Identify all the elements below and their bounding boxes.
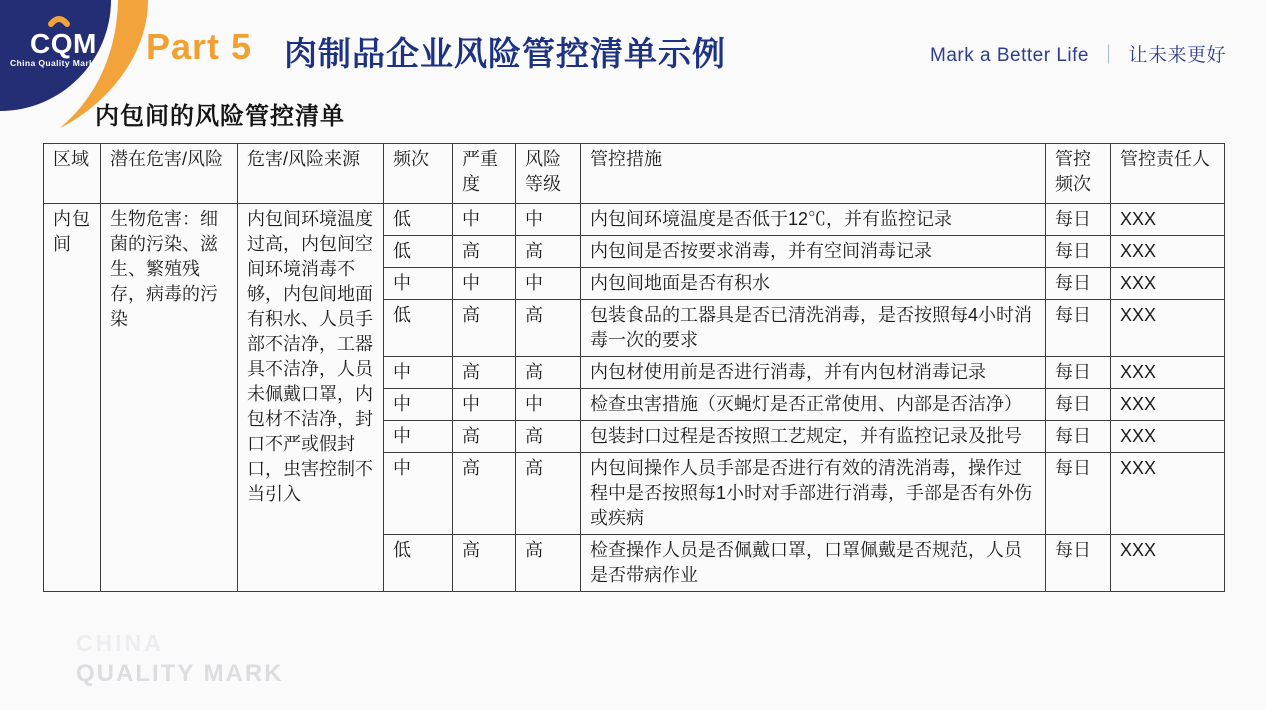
cell-severity: 高	[453, 236, 516, 268]
table-subtitle: 内包间的风险管控清单	[95, 104, 345, 130]
cell-measure: 检查虫害措施（灭蝇灯是否正常使用、内部是否洁净）	[581, 389, 1046, 421]
cell-severity: 中	[453, 204, 516, 236]
table-row	[44, 204, 1225, 236]
cell-risk-level: 高	[516, 300, 581, 357]
cell-ctrl-owner: XXX	[1111, 204, 1225, 236]
header-risk-level: 风险等级	[516, 144, 581, 204]
cell-frequency: 中	[384, 421, 453, 453]
cell-frequency: 中	[384, 268, 453, 300]
header-ctrl-owner: 管控责任人	[1111, 144, 1225, 204]
cell-ctrl-frequency: 每日	[1046, 300, 1111, 357]
cell-ctrl-owner: XXX	[1111, 357, 1225, 389]
cell-source: 内包间环境温度过高，内包间空间环境消毒不够，内包间地面有积水、人员手部不洁净，工器具不洁净，人员未佩戴口罩，内包材不洁净，封口不严或假封口，虫害控制不当引入	[238, 204, 384, 592]
cell-area: 内包间	[44, 204, 101, 592]
risk-control-table	[43, 143, 1225, 592]
cell-ctrl-frequency: 每日	[1046, 204, 1111, 236]
brand-tagline	[930, 40, 1226, 67]
cell-ctrl-frequency: 每日	[1046, 421, 1111, 453]
cell-severity: 高	[453, 421, 516, 453]
cell-risk-level: 高	[516, 421, 581, 453]
logo-caption: China Quality Mark	[10, 58, 95, 68]
cell-ctrl-frequency: 每日	[1046, 535, 1111, 592]
watermark-line1: CHINA	[76, 630, 164, 656]
cell-measure: 内包间地面是否有积水	[581, 268, 1046, 300]
tagline-en: Mark a Better Life	[930, 45, 1089, 66]
cell-risk-level: 中	[516, 389, 581, 421]
cell-severity: 高	[453, 357, 516, 389]
tagline-cn: 让未来更好	[1128, 45, 1226, 66]
cell-measure: 内包间操作人员手部是否进行有效的清洗消毒，操作过程中是否按照每1小时对手部进行消毒，手部是否有外伤或疾病	[581, 453, 1046, 535]
cell-measure: 内包材使用前是否进行消毒，并有内包材消毒记录	[581, 357, 1046, 389]
cell-ctrl-owner: XXX	[1111, 453, 1225, 535]
header-area: 区域	[44, 144, 101, 204]
cell-measure: 内包间环境温度是否低于12℃，并有监控记录	[581, 204, 1046, 236]
cell-measure: 检查操作人员是否佩戴口罩，口罩佩戴是否规范，人员是否带病作业	[581, 535, 1046, 592]
cell-risk-level: 高	[516, 357, 581, 389]
header-frequency: 频次	[384, 144, 453, 204]
cell-severity: 中	[453, 389, 516, 421]
cell-severity: 中	[453, 268, 516, 300]
part-label: Part 5	[146, 26, 253, 67]
cell-measure: 包装封口过程是否按照工艺规定，并有监控记录及批号	[581, 421, 1046, 453]
cell-severity: 高	[453, 453, 516, 535]
header-source: 危害/风险来源	[238, 144, 384, 204]
cell-risk-level: 高	[516, 453, 581, 535]
cell-frequency: 低	[384, 236, 453, 268]
cell-risk-level: 高	[516, 535, 581, 592]
cell-ctrl-owner: XXX	[1111, 421, 1225, 453]
header-ctrl-frequency: 管控频次	[1046, 144, 1111, 204]
cell-frequency: 中	[384, 357, 453, 389]
cell-frequency: 低	[384, 204, 453, 236]
cell-ctrl-frequency: 每日	[1046, 453, 1111, 535]
cell-frequency: 中	[384, 453, 453, 535]
cell-risk-level: 中	[516, 204, 581, 236]
watermark-line2: QUALITY MARK	[76, 660, 284, 687]
cell-ctrl-frequency: 每日	[1046, 236, 1111, 268]
cell-ctrl-frequency: 每日	[1046, 389, 1111, 421]
cell-ctrl-owner: XXX	[1111, 268, 1225, 300]
header-hazard: 潜在危害/风险	[101, 144, 238, 204]
logo-acronym: CQM	[30, 28, 97, 59]
cell-severity: 高	[453, 300, 516, 357]
cell-risk-level: 高	[516, 236, 581, 268]
cell-measure: 内包间是否按要求消毒，并有空间消毒记录	[581, 236, 1046, 268]
watermark	[76, 630, 284, 688]
cell-ctrl-owner: XXX	[1111, 389, 1225, 421]
cell-ctrl-owner: XXX	[1111, 300, 1225, 357]
header-measures: 管控措施	[581, 144, 1046, 204]
cell-ctrl-owner: XXX	[1111, 535, 1225, 592]
cell-ctrl-frequency: 每日	[1046, 268, 1111, 300]
cell-frequency: 中	[384, 389, 453, 421]
header-severity: 严重度	[453, 144, 516, 204]
cell-frequency: 低	[384, 300, 453, 357]
cell-ctrl-owner: XXX	[1111, 236, 1225, 268]
cell-ctrl-frequency: 每日	[1046, 357, 1111, 389]
cell-frequency: 低	[384, 535, 453, 592]
cell-risk-level: 中	[516, 268, 581, 300]
page-title: 肉制品企业风险管控清单示例	[284, 35, 726, 72]
cell-measure: 包装食品的工器具是否已清洗消毒，是否按照每4小时消毒一次的要求	[581, 300, 1046, 357]
cell-hazard: 生物危害：细菌的污染、滋生、繁殖残存，病毒的污染	[101, 204, 238, 592]
tagline-separator: ｜	[1098, 45, 1119, 66]
cell-severity: 高	[453, 535, 516, 592]
table-header-row	[44, 144, 1225, 204]
cqm-logo	[0, 0, 200, 160]
